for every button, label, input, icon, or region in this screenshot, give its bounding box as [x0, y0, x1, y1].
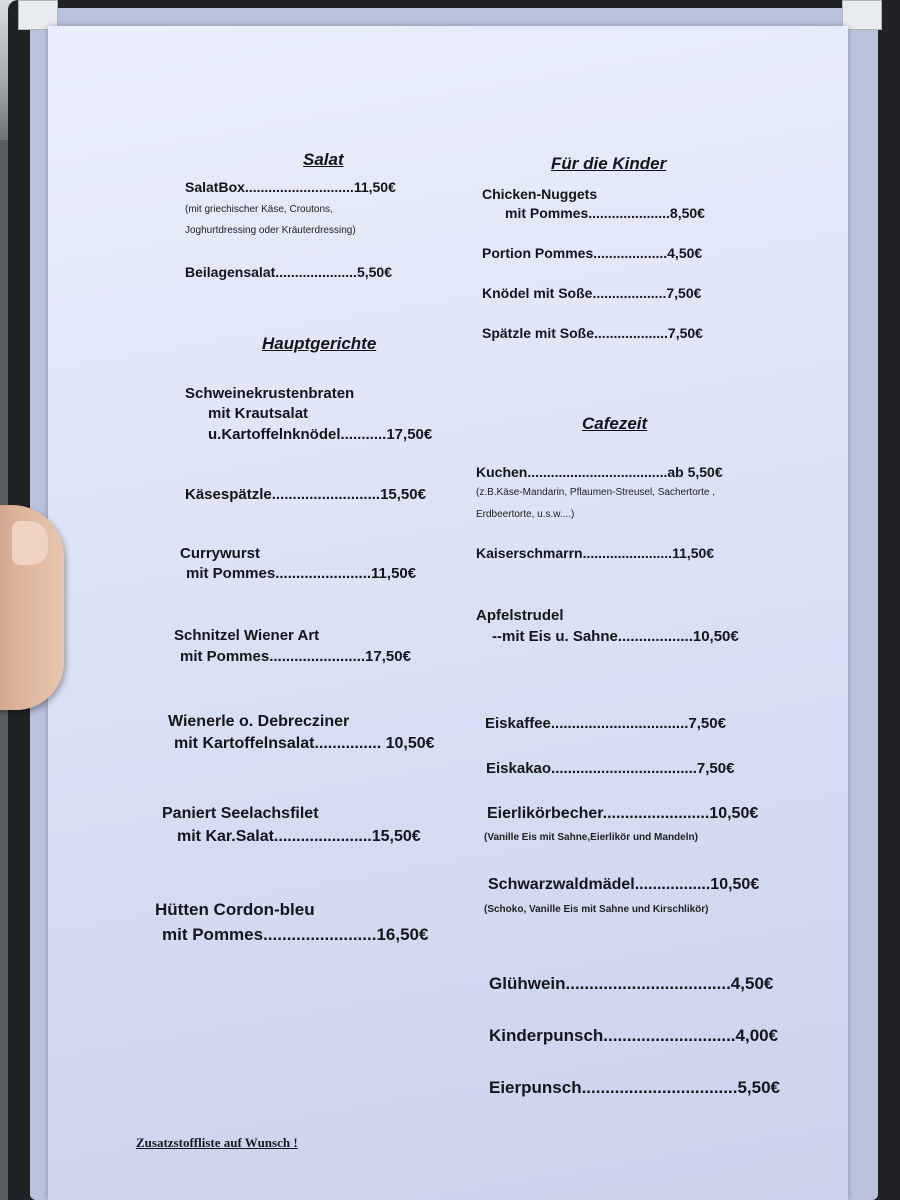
knoedel-item: Knödel mit Soße...................7,50€	[482, 285, 702, 301]
wienerle-line-1: Wienerle o. Debrecziner	[168, 713, 350, 730]
gluehwein-item: Glühwein...................................4,50€	[489, 974, 774, 993]
salatbox-item: SalatBox............................11,50€	[185, 179, 396, 195]
wienerle-line-2: mit Kartoffelnsalat............... 10,50€	[174, 735, 435, 752]
eierlikoerbecher-note: (Vanille Eis mit Sahne,Eierlikör und Mandeln)	[484, 832, 698, 843]
currywurst-line-1: Currywurst	[180, 545, 261, 562]
thumbnail-nail	[12, 521, 48, 565]
seelachsfilet-line-2: mit Kar.Salat......................15,50€	[177, 828, 421, 845]
eierpunsch-item: Eierpunsch.................................5,50€	[489, 1078, 780, 1097]
thumb	[0, 505, 64, 710]
eierlikoerbecher-item: Eierlikörbecher........................10,50€	[487, 805, 759, 822]
schwarzwaldmaedel-item: Schwarzwaldmädel.................10,50€	[488, 876, 760, 893]
kuchen-note-2: Erdbeertorte, u.s.w....)	[476, 509, 575, 520]
schnitzel-line-1: Schnitzel Wiener Art	[174, 627, 320, 644]
hauptgerichte-heading: Hauptgerichte	[262, 334, 377, 353]
chicken-nuggets-line-1: Chicken-Nuggets	[482, 186, 598, 202]
cordon-bleu-line-1: Hütten Cordon-bleu	[155, 900, 315, 919]
cafezeit-heading: Cafezeit	[582, 414, 648, 433]
kaiserschmarrn-item: Kaiserschmarrn.......................11,50€	[476, 545, 715, 561]
kinder-heading: Für die Kinder	[551, 154, 667, 173]
schnitzel-line-2: mit Pommes.......................17,50€	[180, 648, 411, 665]
spaetzle-item: Spätzle mit Soße...................7,50€	[482, 325, 703, 341]
currywurst-line-2: mit Pommes.......................11,50€	[186, 565, 417, 582]
kaesespaetzle-item: Käsespätzle..........................15,50€	[185, 486, 426, 503]
seelachsfilet-line-1: Paniert Seelachsfilet	[162, 805, 319, 822]
schweinekrustenbraten-line-1: Schweinekrustenbraten	[185, 385, 355, 402]
zusatzstoff-note: Zusatzstoffliste auf Wunsch !	[136, 1135, 298, 1150]
schweinekrustenbraten-line-3: u.Kartoffelnknödel...........17,50€	[208, 426, 433, 443]
beilagensalat-item: Beilagensalat.....................5,50€	[185, 264, 392, 280]
eiskaffee-item: Eiskaffee.................................7,50€	[485, 715, 726, 732]
schweinekrustenbraten-line-2: mit Krautsalat	[208, 405, 309, 422]
kuchen-item: Kuchen....................................ab 5,50€	[476, 464, 723, 480]
menu-paper	[48, 26, 848, 1200]
salatbox-note-2: Joghurtdressing oder Kräuterdressing)	[185, 225, 356, 236]
apfelstrudel-line-2: --mit Eis u. Sahne..................10,50€	[492, 628, 739, 645]
chicken-nuggets-line-2: mit Pommes.....................8,50€	[505, 205, 705, 221]
kinderpunsch-item: Kinderpunsch............................4,00€	[489, 1026, 779, 1045]
cordon-bleu-line-2: mit Pommes........................16,50€	[162, 925, 429, 944]
eiskakao-item: Eiskakao...................................7,50€	[486, 760, 735, 777]
portion-pommes-item: Portion Pommes...................4,50€	[482, 245, 703, 261]
salat-heading: Salat	[303, 150, 344, 169]
salatbox-note-1: (mit griechischer Käse, Croutons,	[185, 204, 333, 215]
corner-clip-right	[842, 0, 882, 30]
schwarzwaldmaedel-note: (Schoko, Vanille Eis mit Sahne und Kirschlikör)	[484, 904, 709, 915]
apfelstrudel-line-1: Apfelstrudel	[476, 607, 564, 624]
kuchen-note-1: (z.B.Käse-Mandarin, Pflaumen-Streusel, Sachertorte ,	[476, 487, 715, 498]
